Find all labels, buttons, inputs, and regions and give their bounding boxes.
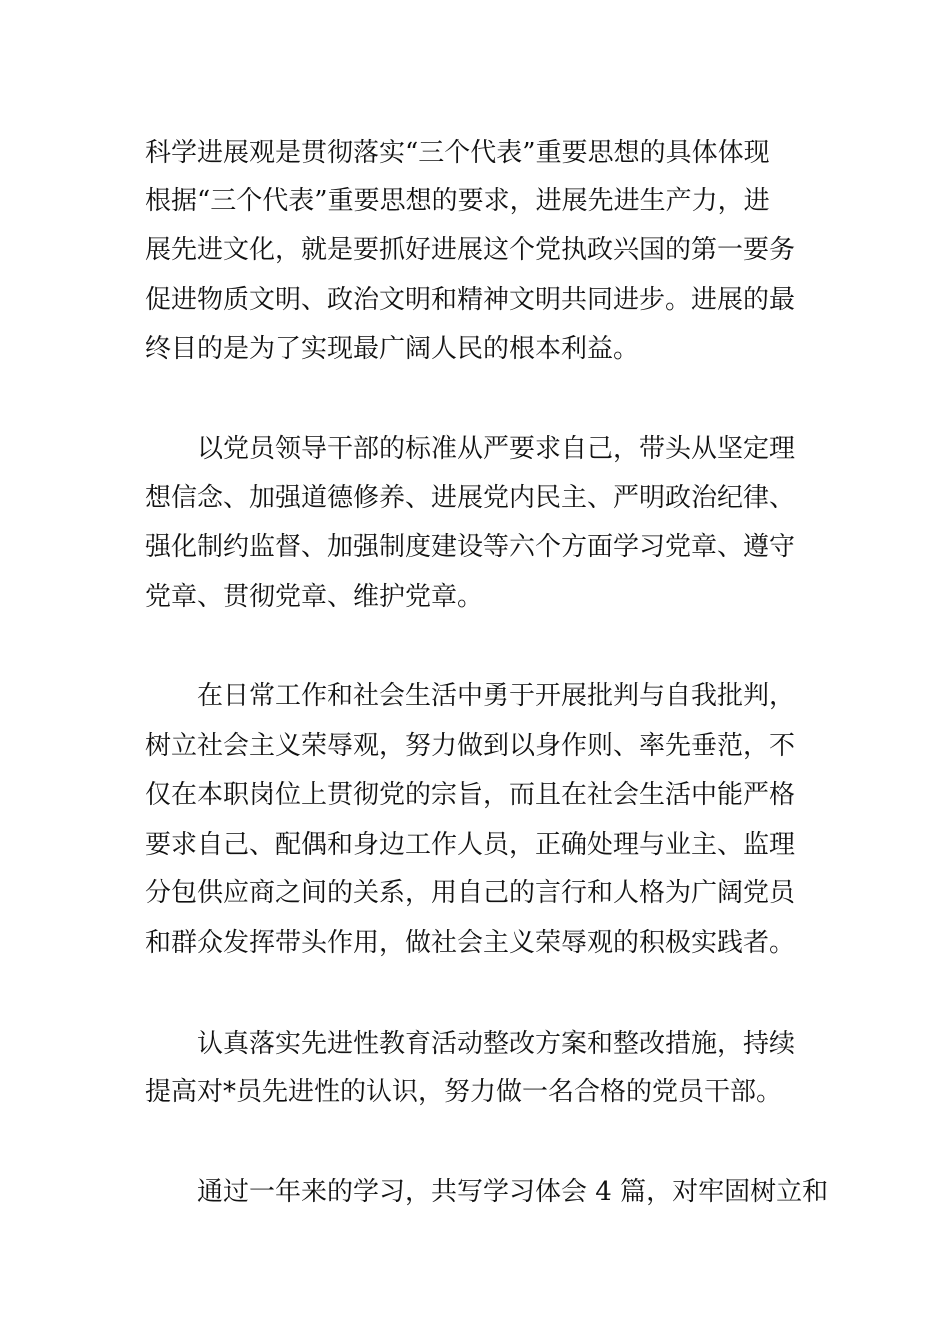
- text-line: 在日常工作和社会生活中勇于开展批判与自我批判，: [197, 681, 796, 711]
- text-line: 强化制约监督、加强制度建设等六个方面学习党章、遵守: [145, 532, 796, 562]
- text-line: 根据“三个代表”重要思想的要求，进展先进生产力，进: [145, 186, 770, 216]
- text-line: 通过一年来的学习，共写学习体会 4 篇，对牢固树立和: [197, 1177, 829, 1207]
- text-line: 科学进展观是贯彻落实“三个代表”重要思想的具体体现: [145, 138, 770, 168]
- text-line: 树立社会主义荣辱观，努力做到以身作则、率先垂范，不: [145, 731, 796, 761]
- text-line: 认真落实先进性教育活动整改方案和整改措施，持续: [197, 1029, 796, 1059]
- text-line: 促进物质文明、政治文明和精神文明共同进步。进展的最: [145, 285, 796, 315]
- text-line: 以党员领导干部的标准从严要求自己，带头从坚定理: [197, 434, 796, 464]
- text-line: 党章、贯彻党章、维护党章。: [145, 582, 484, 612]
- text-line: 仅在本职岗位上贯彻党的宗旨，而且在社会生活中能严格: [145, 780, 796, 810]
- text-line: 提高对*员先进性的认识，努力做一名合格的党员干部。: [145, 1077, 783, 1107]
- text-line: 展先进文化，就是要抓好进展这个党执政兴国的第一要务: [145, 235, 796, 265]
- text-line: 和群众发挥带头作用，做社会主义荣辱观的积极实践者。: [145, 928, 796, 958]
- text-line: 想信念、加强道德修养、进展党内民主、严明政治纪律、: [145, 483, 796, 513]
- text-line: 终目的是为了实现最广阔人民的根本利益。: [145, 334, 640, 364]
- text-line: 要求自己、配偶和身边工作人员，正确处理与业主、监理: [145, 830, 796, 860]
- text-line: 分包供应商之间的关系，用自己的言行和人格为广阔党员: [145, 878, 796, 908]
